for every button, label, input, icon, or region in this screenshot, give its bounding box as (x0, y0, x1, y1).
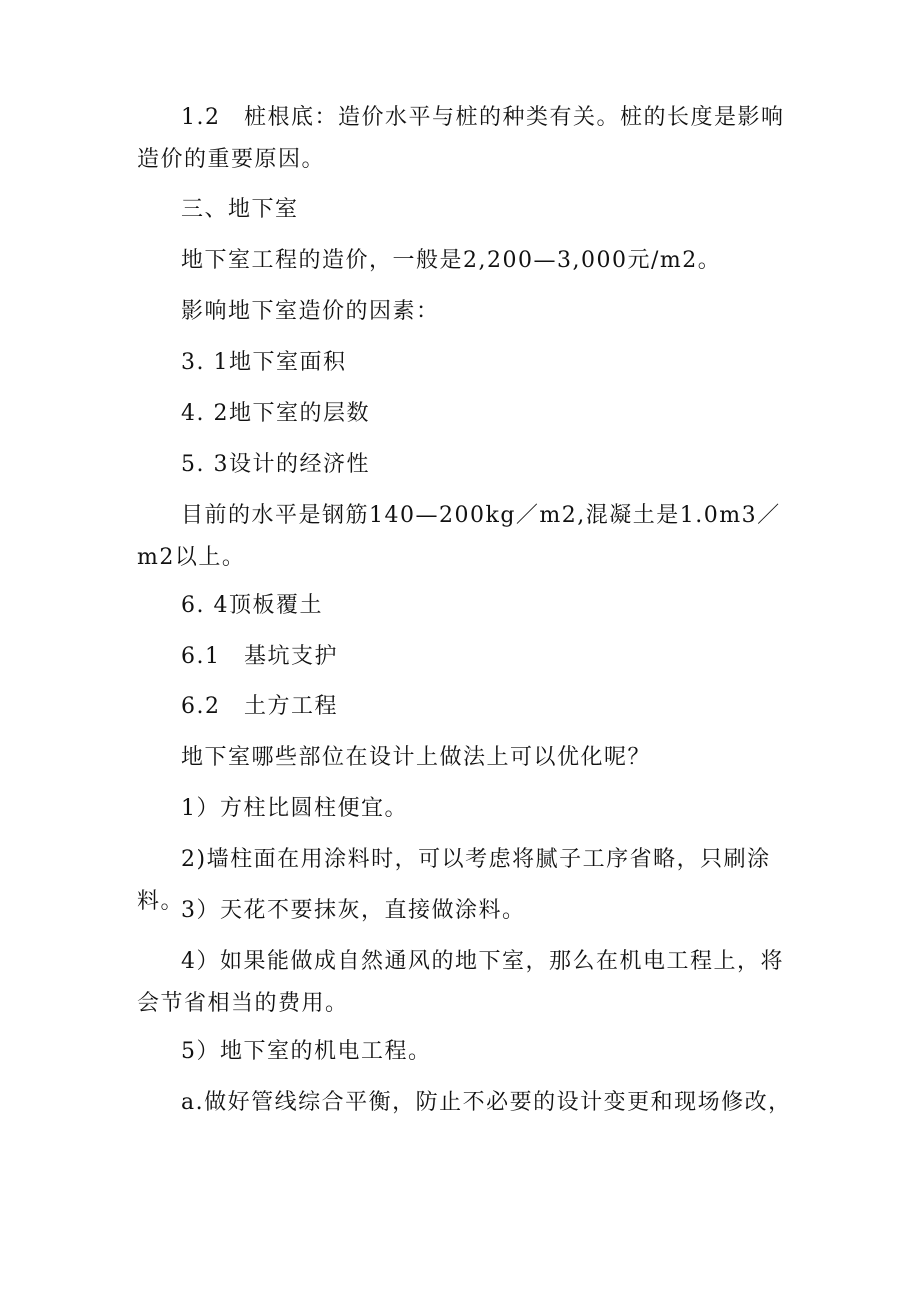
list-item-pit-support: 6.1 基坑支护 (181, 644, 338, 669)
paragraph-cost-factors: 影响地下室造价的因素： (181, 299, 440, 324)
list-item-basement-floors: 4. 2地下室的层数 (181, 401, 370, 426)
list-item-natural-ventilation: 4）如果能做成自然通风的地下室，那么在机电工程上，将会节省相当的费用。 (137, 949, 784, 1016)
list-item-design-economy: 5. 3设计的经济性 (181, 452, 370, 477)
section-heading-basement: 三、地下室 (181, 197, 299, 222)
list-item-square-columns: 1）方柱比圆柱便宜。 (181, 796, 408, 821)
list-item-mep-engineering: 5）地下室的机电工程。 (181, 1039, 432, 1064)
paragraph-current-level: 目前的水平是钢筋140—200kg／m2,混凝土是1.0m3／m2以上。 (137, 503, 781, 570)
paragraph-pile-foundation: 1.2 桩根底：造价水平与桩的种类有关。桩的长度是影响造价的重要原因。 (137, 105, 785, 172)
list-item-ceiling: 3）天花不要抹灰，直接做涂料。 (181, 898, 526, 923)
list-item-earthwork: 6.2 土方工程 (181, 694, 338, 719)
list-item-basement-area: 3. 1地下室面积 (181, 350, 347, 375)
paragraph-optimization-question: 地下室哪些部位在设计上做法上可以优化呢？ (181, 745, 652, 770)
paragraph-basement-cost: 地下室工程的造价，一般是2,200—3,000元/m2。 (181, 248, 722, 273)
list-item-roof-soil: 6. 4顶板覆土 (181, 593, 323, 618)
list-item-pipeline-balance: a.做好管线综合平衡，防止不必要的设计变更和现场修改， (181, 1090, 792, 1115)
list-item-paint-walls: 2)墙柱面在用涂料时，可以考虑将腻子工序省略，只刷涂料。 (137, 847, 771, 914)
